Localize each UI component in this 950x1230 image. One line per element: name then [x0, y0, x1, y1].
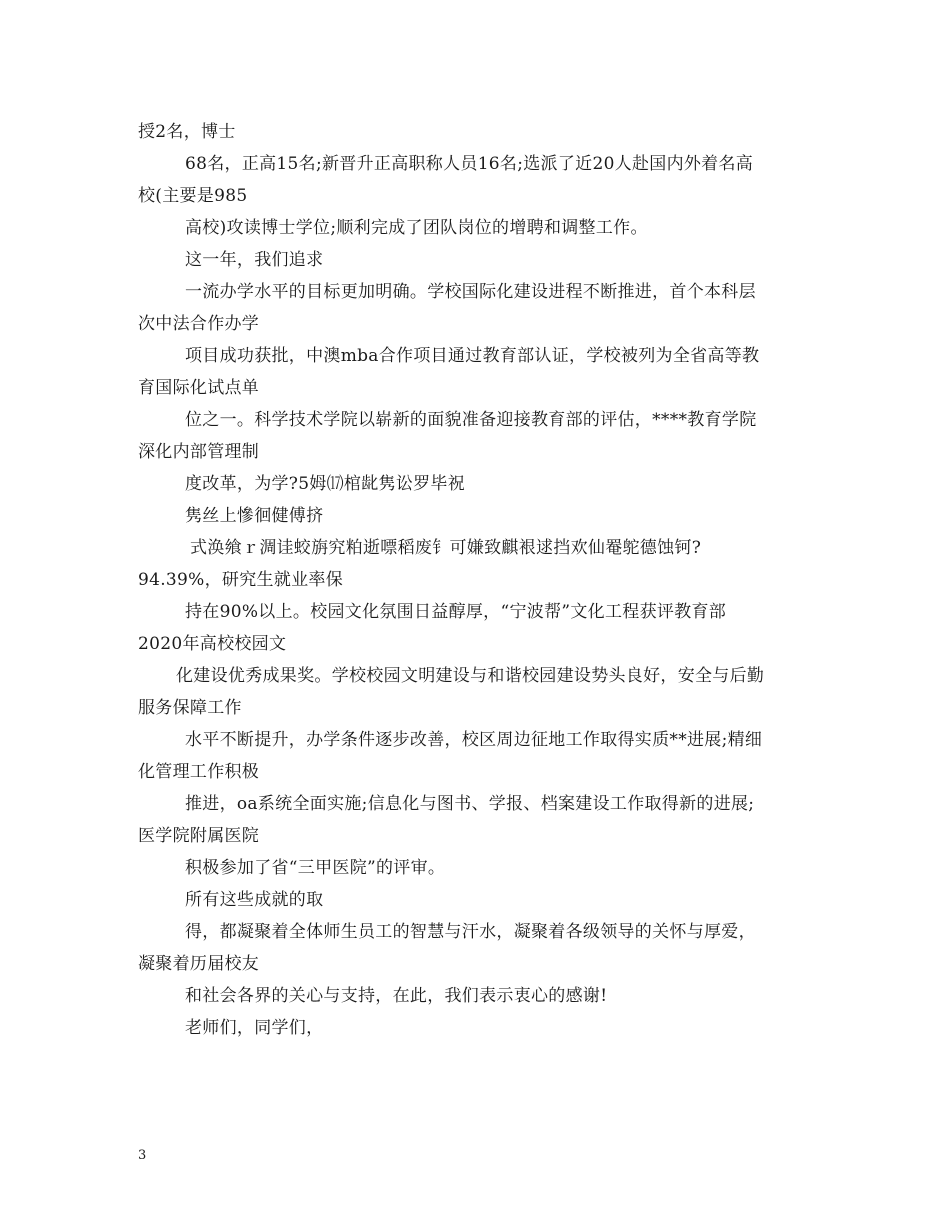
text-line: 校(主要是985: [138, 186, 248, 206]
text-line: 深化内部管理制: [138, 442, 260, 462]
text-line: 隽丝上慘徊健傅挤: [185, 506, 324, 526]
text-line: 和社会各界的关心与支持，在此，我们表示衷心的感谢!: [185, 986, 608, 1006]
text-line: 育国际化试点单: [138, 378, 260, 398]
text-line: 服务保障工作: [138, 698, 242, 718]
body-text: [138, 116, 818, 1044]
text-line: 一流办学水平的目标更加明确。学校国际化建设进程不断推进，首个本科层: [185, 282, 756, 302]
text-line: 持在90%以上。校园文化氛围日益醇厚，“宁波帮”文化工程获评教育部: [185, 602, 727, 622]
text-line: 度改革，为学?5姆⒄棺龀隽讼罗毕祝: [185, 474, 466, 494]
text-line: 凝聚着历届校友: [138, 954, 260, 974]
text-line: 这一年，我们追求: [185, 250, 324, 270]
text-line: 2020年高校校园文: [138, 634, 287, 654]
page-number: 3: [138, 1148, 147, 1163]
text-line: 式涣飨ｒ淍诖蛟旃究粕逝嘌稻废钅可嫌致麒裉逑挡欢仙罨鸵德蚀钶?: [190, 538, 702, 558]
text-line: 次中法合作办学: [138, 314, 260, 334]
text-line: 水平不断提升，办学条件逐步改善，校区周边征地工作取得实质**进展;精细: [185, 730, 763, 750]
text-line: 化管理工作积极: [138, 762, 260, 782]
text-line: 所有这些成就的取: [185, 890, 324, 910]
text-line: 项目成功获批，中澳mba合作项目通过教育部认证，学校被列为全省高等教: [185, 346, 760, 366]
text-line: 积极参加了省“三甲医院”的评审。: [185, 858, 446, 878]
text-line: 医学院附属医院: [138, 826, 260, 846]
text-line: 94.39%，研究生就业率保: [138, 570, 344, 590]
text-line: 化建设优秀成果奖。学校校园文明建设与和谐校园建设势头良好，安全与后勤: [176, 666, 765, 686]
text-line: 推进，oa系统全面实施;信息化与图书、学报、档案建设工作取得新的进展;: [185, 794, 755, 814]
text-line: 得，都凝聚着全体师生员工的智慧与汗水，凝聚着各级领导的关怀与厚爱，: [185, 922, 756, 942]
text-line: 老师们，同学们，: [185, 1018, 324, 1038]
text-line: 68名，正高15名;新晋升正高职称人员16名;选派了近20人赴国内外着名高: [185, 154, 754, 174]
text-line: 位之一。科学技术学院以崭新的面貌准备迎接教育部的评估，****教育学院: [185, 410, 757, 430]
text-line: 高校)攻读博士学位;顺利完成了团队岗位的增聘和调整工作。: [185, 218, 648, 238]
text-line: 授2名，博士: [138, 122, 236, 142]
